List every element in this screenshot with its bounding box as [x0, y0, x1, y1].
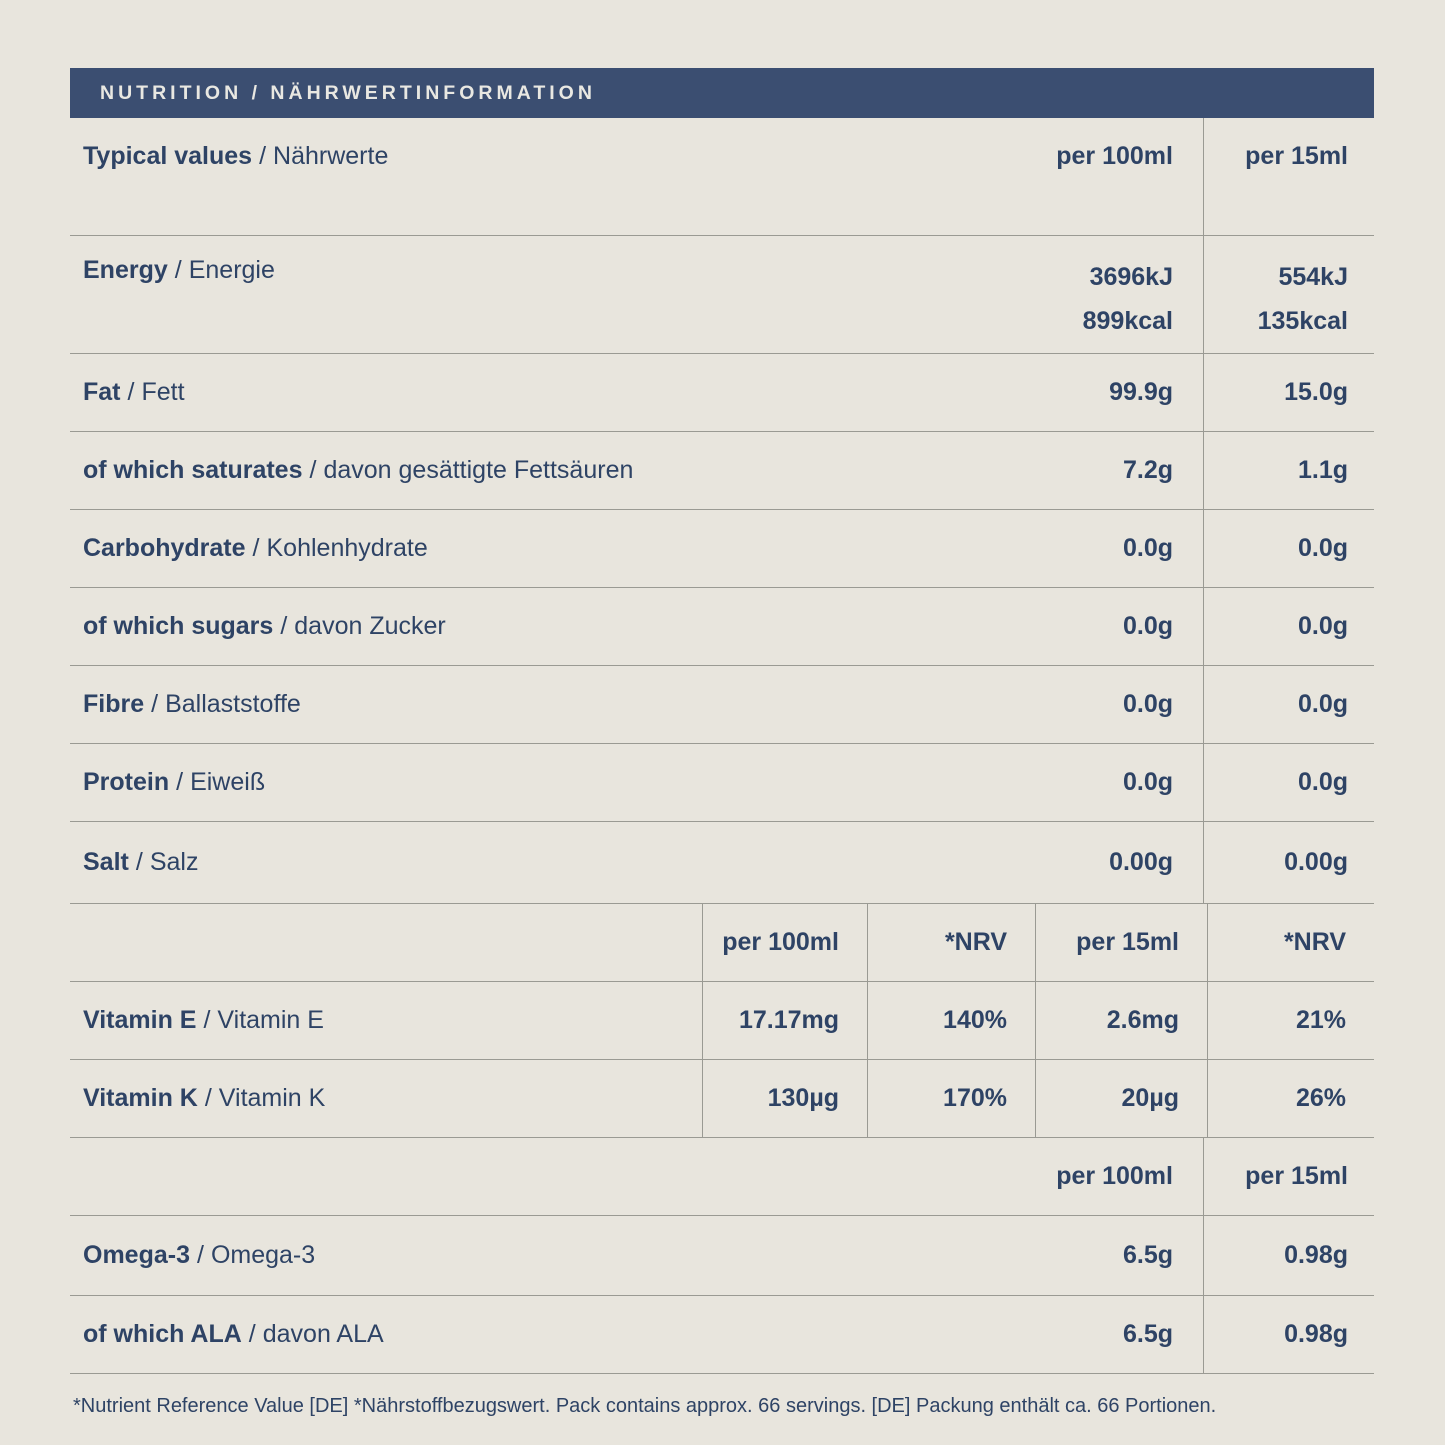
column-header-nrv-15ml: *NRV: [1207, 904, 1374, 981]
table-row-energy: [70, 236, 1374, 354]
table-row-omega-3: [70, 1216, 1374, 1296]
page-title: NUTRITION / NÄHRWERTINFORMATION: [100, 81, 596, 104]
value-nrv-15ml: 21%: [1207, 982, 1374, 1059]
table-header-row: [70, 118, 1374, 236]
value-per-100ml: 0.0g: [1122, 612, 1173, 640]
value-per-100ml: 3696kJ 899kcal: [1082, 263, 1173, 335]
value-per-15ml: 0.0g: [1203, 744, 1374, 821]
header-bar: [70, 68, 1374, 118]
table-row-carbohydrate: [70, 510, 1374, 588]
value-per-15ml: 0.98g: [1203, 1296, 1374, 1373]
value-nrv-100ml: 170%: [867, 1060, 1035, 1137]
column-header-per-100ml: per 100ml: [702, 904, 867, 981]
nutrient-label: Vitamin K / Vitamin K: [83, 1084, 326, 1112]
value-per-15ml: 1.1g: [1203, 432, 1374, 509]
value-per-100ml: 99.9g: [1109, 378, 1173, 406]
value-per-15ml: 2.6mg: [1035, 982, 1207, 1059]
column-header-per-15ml: per 15ml: [1035, 904, 1207, 981]
nutrient-label: Omega-3 / Omega-3: [83, 1241, 316, 1269]
table-row-vitamin-k: [70, 1060, 1374, 1138]
omega-header-row: [70, 1138, 1374, 1216]
nutrient-label: of which saturates / davon gesättigte Fettsäuren: [83, 456, 634, 484]
value-per-100ml: 0.00g: [1109, 848, 1173, 876]
nutrition-panel: [70, 0, 1374, 1418]
value-per-100ml: 7.2g: [1122, 456, 1173, 484]
value-per-15ml: 20µg: [1035, 1060, 1207, 1137]
value-per-15ml: 0.98g: [1203, 1216, 1374, 1295]
value-per-100ml: 130µg: [702, 1060, 867, 1137]
column-header-per-100ml: per 100ml: [1056, 142, 1173, 170]
nutrient-label: Fat / Fett: [83, 378, 185, 406]
table-row-vitamin-e: [70, 982, 1374, 1060]
omega-table: [70, 1138, 1374, 1374]
column-header-nrv-100ml: *NRV: [867, 904, 1035, 981]
nutrient-label: of which ALA / davon ALA: [83, 1320, 384, 1348]
main-nutrients-table: [70, 118, 1374, 904]
footnote: *Nutrient Reference Value [DE] *Nährstoffbezugswert. Pack contains approx. 66 servings. [DE] Packung enthält ca. 66 Portionen.: [73, 1395, 1217, 1417]
vitamins-header-row: [70, 904, 1374, 982]
column-header-typical-values: Typical values / Nährwerte: [83, 142, 389, 170]
nutrient-label: Protein / Eiweiß: [83, 768, 266, 796]
value-per-100ml: 17.17mg: [702, 982, 867, 1059]
value-per-100ml: 0.0g: [1122, 768, 1173, 796]
table-row-sugars: [70, 588, 1374, 666]
nutrient-label: of which sugars / davon Zucker: [83, 612, 446, 640]
table-row-fibre: [70, 666, 1374, 744]
value-per-100ml: 6.5g: [1122, 1320, 1173, 1348]
value-per-15ml: 15.0g: [1203, 354, 1374, 431]
table-row-fat: [70, 354, 1374, 432]
nutrient-label: Fibre / Ballaststoffe: [83, 690, 301, 718]
value-per-15ml: 554kJ 135kcal: [1203, 236, 1374, 353]
value-per-15ml: 0.0g: [1203, 588, 1374, 665]
nutrient-label: Energy / Energie: [83, 256, 275, 284]
column-header-per-15ml: per 15ml: [1203, 1138, 1374, 1215]
value-per-100ml: 0.0g: [1122, 534, 1173, 562]
value-per-15ml: 0.0g: [1203, 510, 1374, 587]
column-header-per-15ml: per 15ml: [1203, 118, 1374, 235]
value-per-15ml: 0.00g: [1203, 822, 1374, 903]
value-nrv-15ml: 26%: [1207, 1060, 1374, 1137]
vitamins-table: [70, 904, 1374, 1138]
value-nrv-100ml: 140%: [867, 982, 1035, 1059]
table-row-protein: [70, 744, 1374, 822]
nutrient-label: Carbohydrate / Kohlenhydrate: [83, 534, 428, 562]
nutrient-label: Vitamin E / Vitamin E: [83, 1006, 324, 1034]
column-header-per-100ml: per 100ml: [1056, 1162, 1173, 1190]
value-per-100ml: 0.0g: [1122, 690, 1173, 718]
value-per-15ml: 0.0g: [1203, 666, 1374, 743]
table-row-saturates: [70, 432, 1374, 510]
value-per-100ml: 6.5g: [1122, 1241, 1173, 1269]
table-row-ala: [70, 1296, 1374, 1374]
table-row-salt: [70, 822, 1374, 904]
nutrient-label: Salt / Salz: [83, 848, 199, 876]
